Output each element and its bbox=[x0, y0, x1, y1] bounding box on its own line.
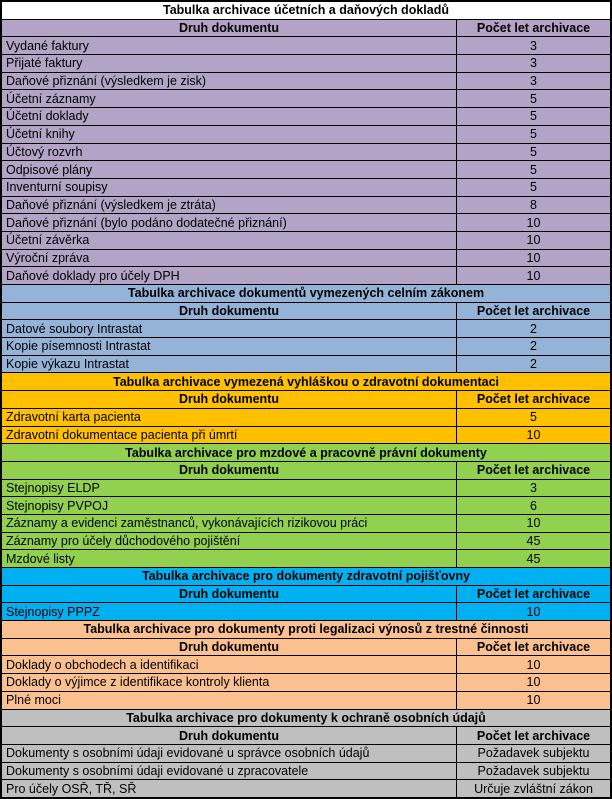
table-row bbox=[2, 108, 610, 126]
cell-years: 5 bbox=[530, 109, 537, 124]
cell-doc-type: Vydané faktury bbox=[2, 37, 457, 54]
header-cell-doc-type: Druh dokumentu bbox=[2, 639, 457, 656]
section-title: Tabulka archivace pro dokumenty k ochraně osobních údajů bbox=[126, 710, 486, 725]
cell-doc-type: Stejnopisy PVPOJ bbox=[2, 497, 457, 514]
section-title: Tabulka archivace účetních a daňových dokladů bbox=[163, 3, 449, 18]
header-cell-years: Počet let archivace bbox=[476, 463, 591, 478]
cell-doc-type: Stejnopisy ELDP bbox=[2, 480, 457, 497]
cell-doc-type: Záznamy a evidenci zaměstnanců, vykonávajících rizikovou práci bbox=[2, 515, 457, 532]
cell-doc-type: Daňové doklady pro účely DPH bbox=[2, 267, 457, 284]
cell-years: 2 bbox=[530, 339, 537, 354]
cell-doc-type: Pro účely OSŘ, TŘ, SŘ bbox=[2, 780, 457, 797]
column-header-row bbox=[2, 391, 610, 409]
section-title-row bbox=[2, 373, 610, 391]
header-cell-doc-type: Druh dokumentu bbox=[2, 727, 457, 744]
cell-doc-type: Doklady o obchodech a identifikaci bbox=[2, 656, 457, 673]
section-title-row bbox=[2, 621, 610, 639]
section-title-row bbox=[2, 710, 610, 728]
cell-doc-type: Dokumenty s osobními údaji evidované u správce osobních údajů bbox=[2, 745, 457, 762]
section-title: Tabulka archivace dokumentů vymezených celním zákonem bbox=[127, 286, 485, 301]
header-cell-years: Počet let archivace bbox=[476, 728, 591, 743]
table-row bbox=[2, 763, 610, 781]
cell-years: 10 bbox=[526, 233, 541, 248]
cell-years: 5 bbox=[530, 162, 537, 177]
cell-doc-type: Mzdové listy bbox=[2, 550, 457, 567]
table-row bbox=[2, 480, 610, 498]
table-row bbox=[2, 656, 610, 674]
cell-doc-type: Daňové přiznání (bylo podáno dodatečné přiznání) bbox=[2, 214, 457, 231]
cell-years: 10 bbox=[526, 268, 541, 283]
cell-doc-type: Záznamy pro účely důchodového pojištění bbox=[2, 533, 457, 550]
table-row bbox=[2, 497, 610, 515]
cell-doc-type: Zdravotní karta pacienta bbox=[2, 409, 457, 426]
cell-years: 10 bbox=[526, 675, 541, 690]
table-row bbox=[2, 179, 610, 197]
table-row bbox=[2, 745, 610, 763]
cell-doc-type: Plné moci bbox=[2, 692, 457, 709]
cell-doc-type: Dokumenty s osobními údaji evidované u zpracovatele bbox=[2, 763, 457, 780]
section-title-row bbox=[2, 444, 610, 462]
cell-years: 10 bbox=[526, 516, 541, 531]
section-title: Tabulka archivace pro mzdové a pracovně právní dokumenty bbox=[125, 445, 487, 460]
cell-doc-type: Zdravotní dokumentace pacienta při úmrtí bbox=[2, 427, 457, 444]
table-row bbox=[2, 197, 610, 215]
cell-doc-type: Inventurní soupisy bbox=[2, 179, 457, 196]
table-row bbox=[2, 533, 610, 551]
section-title-row bbox=[2, 285, 610, 303]
header-cell-doc-type: Druh dokumentu bbox=[2, 586, 457, 603]
table-row bbox=[2, 214, 610, 232]
table-row bbox=[2, 674, 610, 692]
cell-doc-type: Daňové přiznání (výsledkem je ztráta) bbox=[2, 197, 457, 214]
cell-doc-type: Odpisové plány bbox=[2, 161, 457, 178]
table-row bbox=[2, 232, 610, 250]
table-row bbox=[2, 550, 610, 568]
table-row bbox=[2, 126, 610, 144]
header-cell-doc-type: Druh dokumentu bbox=[2, 391, 457, 408]
table-row bbox=[2, 250, 610, 268]
table-row bbox=[2, 338, 610, 356]
column-header-row bbox=[2, 727, 610, 745]
cell-doc-type: Účetní doklady bbox=[2, 108, 457, 125]
table-row bbox=[2, 161, 610, 179]
cell-years: 6 bbox=[530, 498, 537, 513]
header-cell-doc-type: Druh dokumentu bbox=[2, 303, 457, 320]
cell-years: 10 bbox=[526, 693, 541, 708]
cell-doc-type: Výroční zpráva bbox=[2, 250, 457, 267]
cell-doc-type: Kopie výkazu Intrastat bbox=[2, 356, 457, 373]
section-title: Tabulka archivace pro dokumenty proti legalizaci výnosů z trestné činnosti bbox=[83, 622, 529, 637]
cell-years: Požadavek subjektu bbox=[477, 763, 590, 778]
cell-years: 3 bbox=[530, 56, 537, 71]
table-row bbox=[2, 603, 610, 621]
table-row bbox=[2, 73, 610, 91]
cell-years: 8 bbox=[530, 197, 537, 212]
header-cell-years: Počet let archivace bbox=[476, 640, 591, 655]
cell-years: 5 bbox=[530, 91, 537, 106]
table-row bbox=[2, 409, 610, 427]
column-header-row bbox=[2, 586, 610, 604]
column-header-row bbox=[2, 303, 610, 321]
cell-years: 2 bbox=[530, 321, 537, 336]
column-header-row bbox=[2, 639, 610, 657]
table-row bbox=[2, 267, 610, 285]
table-row bbox=[2, 320, 610, 338]
cell-doc-type: Datové soubory Intrastat bbox=[2, 320, 457, 337]
cell-years: 45 bbox=[526, 551, 541, 566]
cell-years: Určuje zvláštní zákon bbox=[474, 781, 593, 796]
cell-years: 5 bbox=[530, 127, 537, 142]
cell-doc-type: Daňové přiznání (výsledkem je zisk) bbox=[2, 73, 457, 90]
section-title: Tabulka archivace pro dokumenty zdravotní pojišťovny bbox=[141, 569, 471, 584]
table-row bbox=[2, 515, 610, 533]
table-row bbox=[2, 356, 610, 374]
table-row bbox=[2, 55, 610, 73]
cell-years: 10 bbox=[526, 215, 541, 230]
cell-doc-type: Účtový rozvrh bbox=[2, 144, 457, 161]
table-row bbox=[2, 780, 610, 797]
cell-doc-type: Účetní závěrka bbox=[2, 232, 457, 249]
cell-years: Požadavek subjektu bbox=[477, 746, 590, 761]
cell-doc-type: Účetní knihy bbox=[2, 126, 457, 143]
column-header-row bbox=[2, 462, 610, 480]
cell-years: 3 bbox=[530, 74, 537, 89]
cell-years: 3 bbox=[530, 480, 537, 495]
cell-years: 5 bbox=[530, 180, 537, 195]
cell-years: 10 bbox=[526, 604, 541, 619]
cell-years: 5 bbox=[530, 410, 537, 425]
table-row bbox=[2, 427, 610, 445]
cell-years: 10 bbox=[526, 250, 541, 265]
cell-doc-type: Přijaté faktury bbox=[2, 55, 457, 72]
cell-years: 10 bbox=[526, 427, 541, 442]
section-title-row bbox=[2, 2, 610, 20]
cell-doc-type: Kopie písemnosti Intrastat bbox=[2, 338, 457, 355]
header-cell-years: Počet let archivace bbox=[476, 392, 591, 407]
cell-doc-type: Účetní záznamy bbox=[2, 90, 457, 107]
table-row bbox=[2, 692, 610, 710]
cell-years: 10 bbox=[526, 657, 541, 672]
cell-years: 2 bbox=[530, 357, 537, 372]
header-cell-doc-type: Druh dokumentu bbox=[2, 20, 457, 37]
table-row bbox=[2, 37, 610, 55]
cell-years: 5 bbox=[530, 144, 537, 159]
header-cell-years: Počet let archivace bbox=[476, 587, 591, 602]
cell-doc-type: Doklady o výjimce z identifikace kontroly klienta bbox=[2, 674, 457, 691]
header-cell-years: Počet let archivace bbox=[476, 304, 591, 319]
cell-years: 3 bbox=[530, 38, 537, 53]
table-row bbox=[2, 144, 610, 162]
section-title: Tabulka archivace vymezená vyhláškou o zdravotní dokumentaci bbox=[112, 374, 500, 389]
header-cell-years: Počet let archivace bbox=[476, 21, 591, 36]
table-row bbox=[2, 90, 610, 108]
header-cell-doc-type: Druh dokumentu bbox=[2, 462, 457, 479]
cell-doc-type: Stejnopisy PPPZ bbox=[2, 603, 457, 620]
section-title-row bbox=[2, 568, 610, 586]
column-header-row bbox=[2, 20, 610, 38]
cell-years: 45 bbox=[526, 533, 541, 548]
